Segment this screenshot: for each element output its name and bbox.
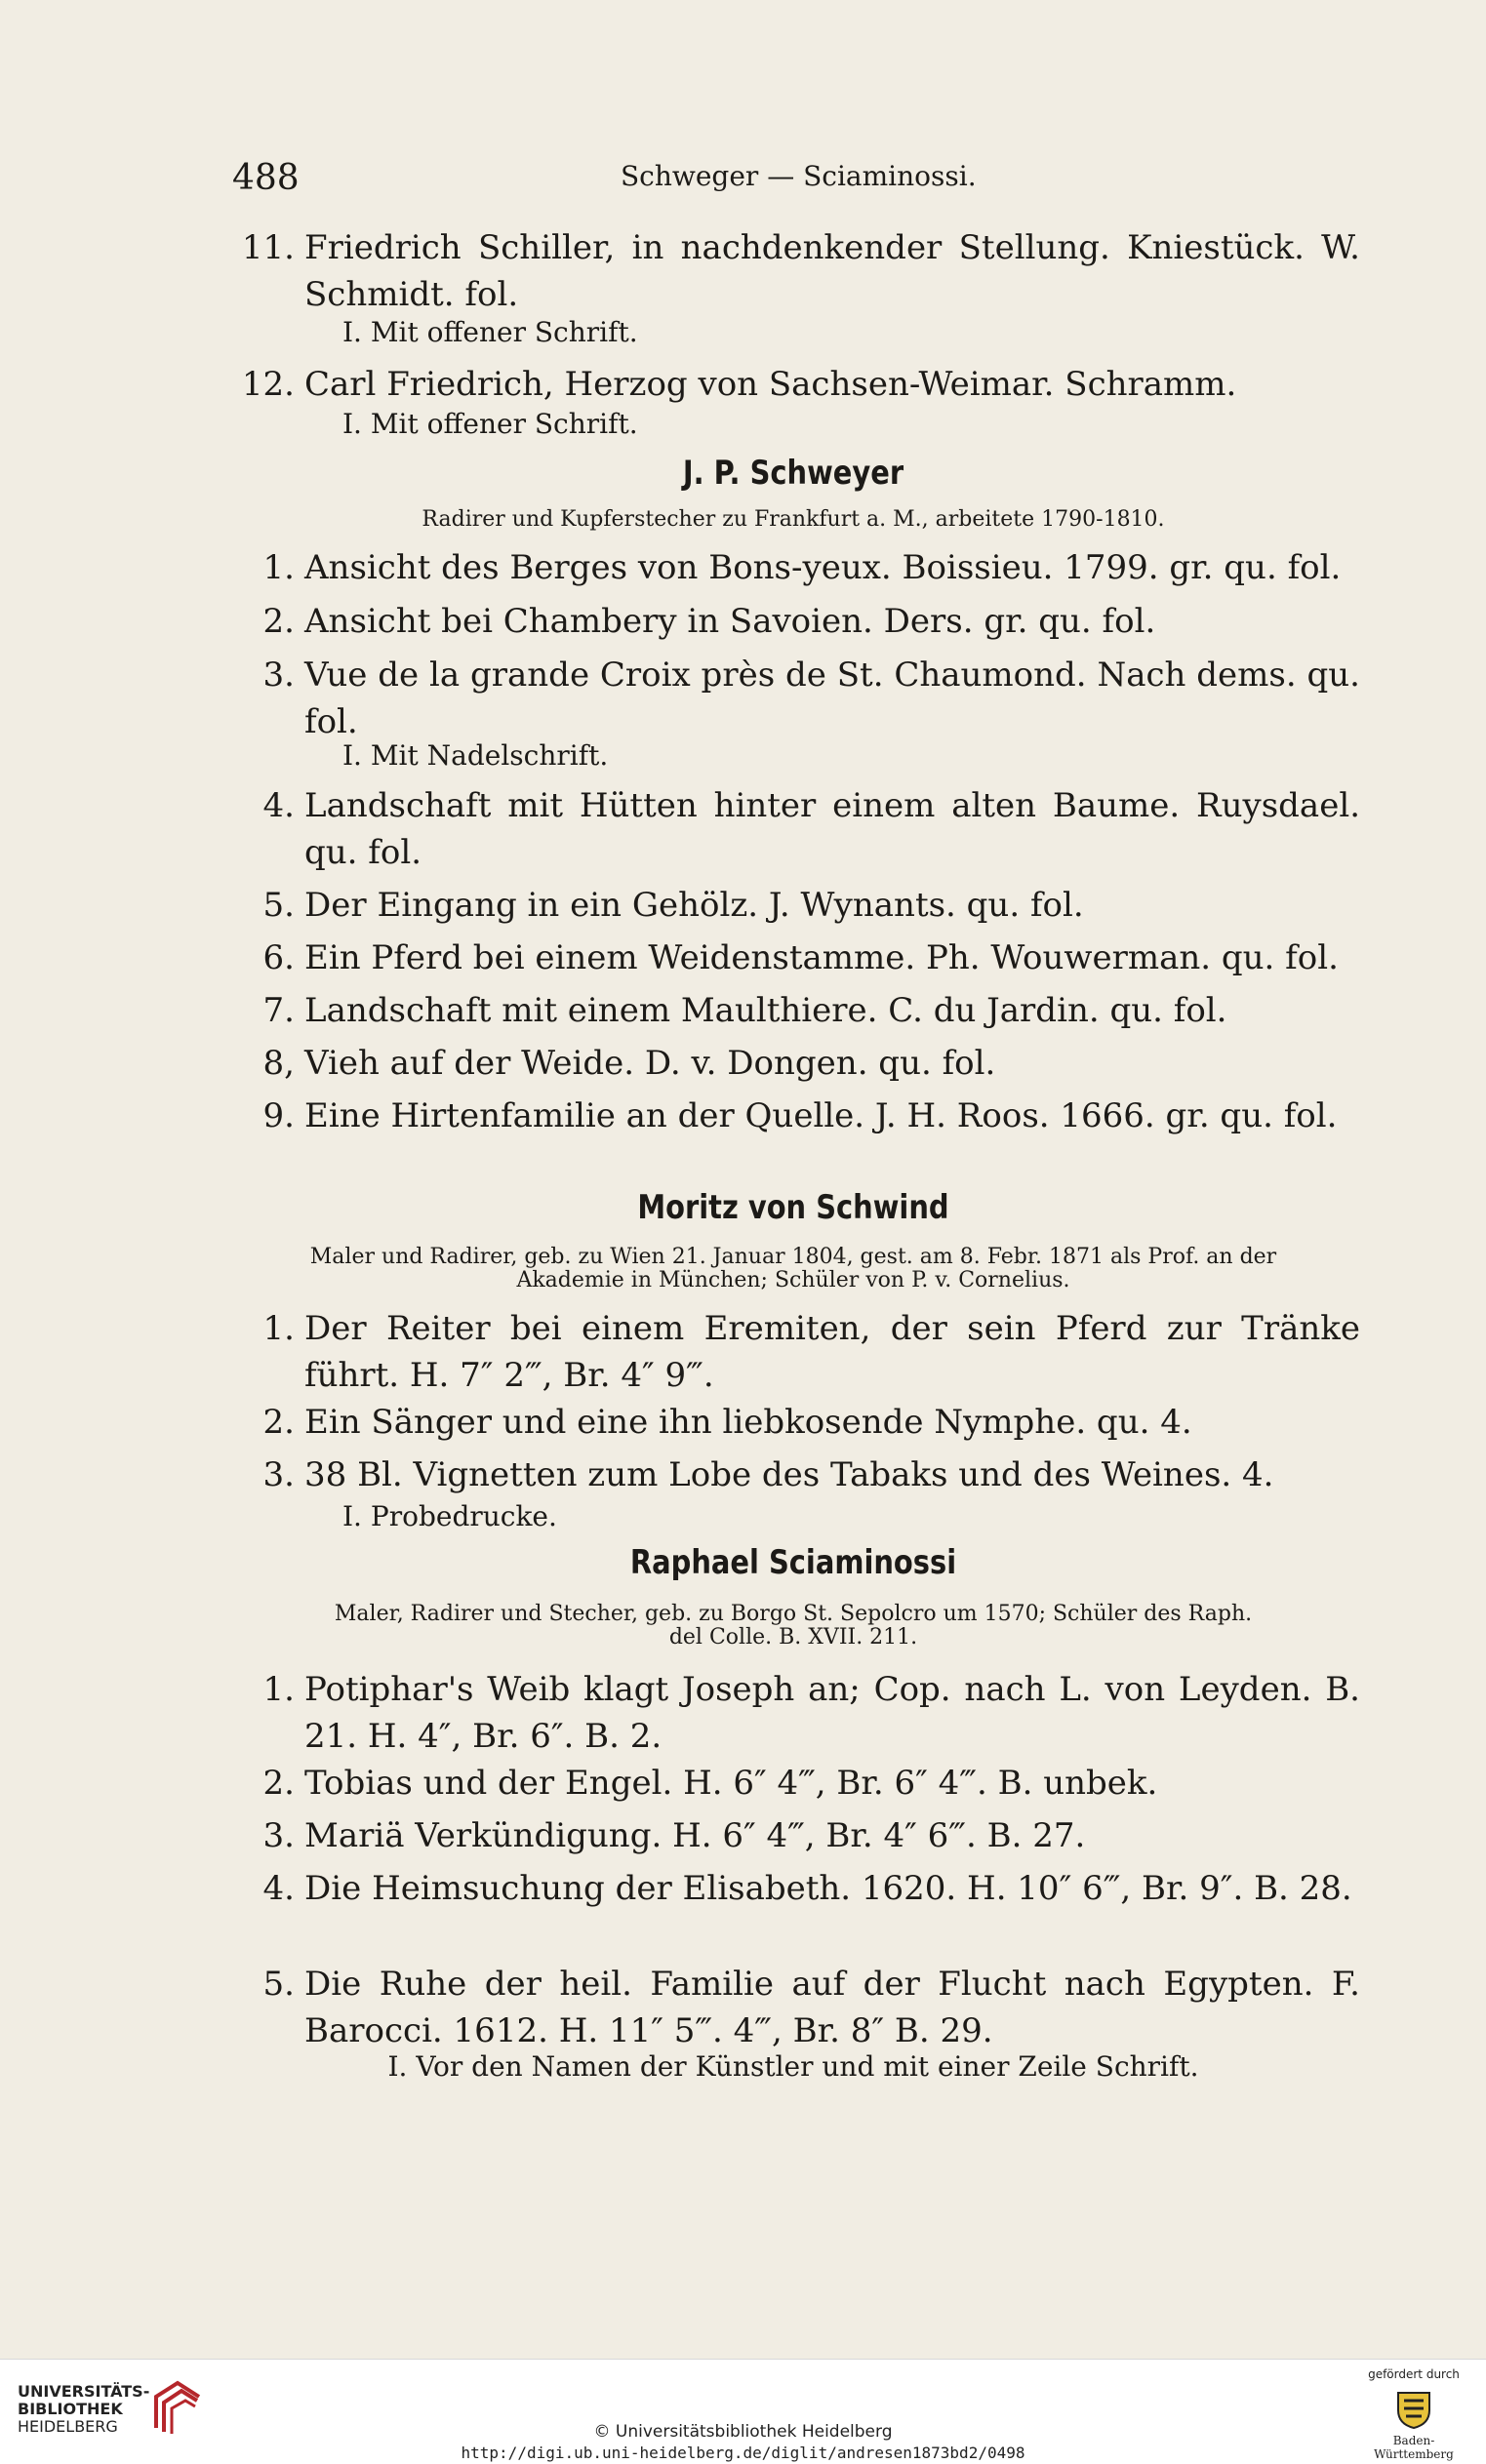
artist-heading: Moritz von Schwind xyxy=(637,1188,949,1227)
catalog-entry: 5. Der Eingang in ein Gehölz. J. Wynants. qu. fol. xyxy=(262,886,1084,925)
running-head: Schweger — Sciaminossi. xyxy=(621,160,977,192)
catalog-entry: 2. Ein Sänger und eine ihn liebkosende Nymphe. qu. 4. xyxy=(262,1403,1192,1442)
catalog-entry: 9. Eine Hirtenfamilie an der Quelle. J. H. Roos. 1666. gr. qu. fol. xyxy=(262,1096,1338,1135)
artist-bio: Radirer und Kupferstecher zu Frankfurt a. M., arbeitete 1790-1810. xyxy=(422,507,1165,532)
artist-bio-line: Maler und Radirer, geb. zu Wien 21. Januar 1804, gest. am 8. Febr. 1871 als Prof. an der xyxy=(309,1245,1277,1269)
artist-heading: J. P. Schweyer xyxy=(682,454,904,493)
catalog-entry: 3. 38 Bl. Vignetten zum Lobe des Tabaks und des Weines. 4. xyxy=(262,1455,1274,1494)
entry-note: I. Probedrucke. xyxy=(342,1500,557,1532)
permalink[interactable]: http://digi.ub.uni-heidelberg.de/diglit/andresen1873bd2/0498 xyxy=(461,2444,1025,2462)
artist-bio-line: Maler, Radirer und Stecher, geb. zu Borgo St. Sepolcro um 1570; Schüler des Raph. xyxy=(334,1602,1253,1626)
sponsor-block xyxy=(1355,2367,1472,2461)
catalog-entry: 5. Die Ruhe der heil. Familie auf der Flucht nach Egypten. F. Barocci. 1612. H. 11″ 5‴. 4‴, Br. 8″ B. 29. xyxy=(262,1965,1360,2050)
artist-bio-line: del Colle. B. XVII. 211. xyxy=(668,1625,918,1649)
catalog-entry: 4. Die Heimsuchung der Elisabeth. 1620. H. 10″ 6‴, Br. 9″. B. 28. xyxy=(262,1869,1352,1908)
catalog-entry: 1. Potiphar's Weib klagt Joseph an; Cop. nach L. von Leyden. B. 21. H. 4″, Br. 6″. B. 2. xyxy=(262,1670,1360,1756)
entry-note: I. Mit offener Schrift. xyxy=(342,408,638,440)
catalog-entry: 6. Ein Pferd bei einem Weidenstamme. Ph. Wouwerman. qu. fol. xyxy=(262,938,1339,977)
catalog-entry: 3. Mariä Verkündigung. H. 6″ 4‴, Br. 4″ 6‴. B. 27. xyxy=(262,1816,1086,1855)
state-crest-icon xyxy=(1390,2387,1437,2430)
sponsor-label: gefördert durch xyxy=(1368,2367,1460,2381)
catalog-entry: 1. Ansicht des Berges von Bons-yeux. Boissieu. 1799. gr. qu. fol. xyxy=(262,548,1342,587)
catalog-entry: 1. Der Reiter bei einem Eremiten, der sein Pferd zur Tränke führt. H. 7″ 2‴, Br. 4″ 9‴. xyxy=(262,1309,1360,1395)
catalog-entry: 8, Vieh auf der Weide. D. v. Dongen. qu. fol. xyxy=(262,1044,996,1083)
library-logo[interactable]: UNIVERSITÄTS- BIBLIOTHEK HEIDELBERG xyxy=(18,2382,150,2436)
copyright-notice: © Universitätsbibliothek Heidelberg xyxy=(593,2422,893,2442)
artist-bio-line: Akademie in München; Schüler von P. v. Cornelius. xyxy=(516,1268,1070,1292)
catalog-entry: 11. Friedrich Schiller, in nachdenkender Stellung. Kniestück. W. Schmidt. fol. xyxy=(241,228,1360,314)
sponsor-name: Baden-Württemberg xyxy=(1374,2434,1454,2461)
entry-note: I. Mit offener Schrift. xyxy=(342,316,638,348)
catalog-entry: 7. Landschaft mit einem Maulthiere. C. du Jardin. qu. fol. xyxy=(262,991,1227,1030)
catalog-entry: 12. Carl Friedrich, Herzog von Sachsen-Weimar. Schramm. xyxy=(241,365,1237,404)
entry-note: I. Mit Nadelschrift. xyxy=(342,739,609,772)
catalog-entry: 3. Vue de la grande Croix près de St. Chaumond. Nach dems. qu. fol. xyxy=(262,656,1360,741)
catalog-entry: 2. Tobias und der Engel. H. 6″ 4‴, Br. 6″ 4‴. B. unbek. xyxy=(262,1764,1158,1803)
page-header xyxy=(232,158,1349,207)
catalog-entry: 2. Ansicht bei Chambery in Savoien. Ders. gr. qu. fol. xyxy=(262,602,1156,641)
artist-heading: Raphael Sciaminossi xyxy=(629,1543,957,1582)
digitization-footer xyxy=(0,2359,1486,2464)
page-number: 488 xyxy=(232,158,300,198)
closing-note: I. Vor den Namen der Künstler und mit einer Zeile Schrift. xyxy=(387,2050,1199,2083)
catalog-entry: 4. Landschaft mit Hütten hinter einem alten Baume. Ruysdael. qu. fol. xyxy=(262,786,1360,872)
